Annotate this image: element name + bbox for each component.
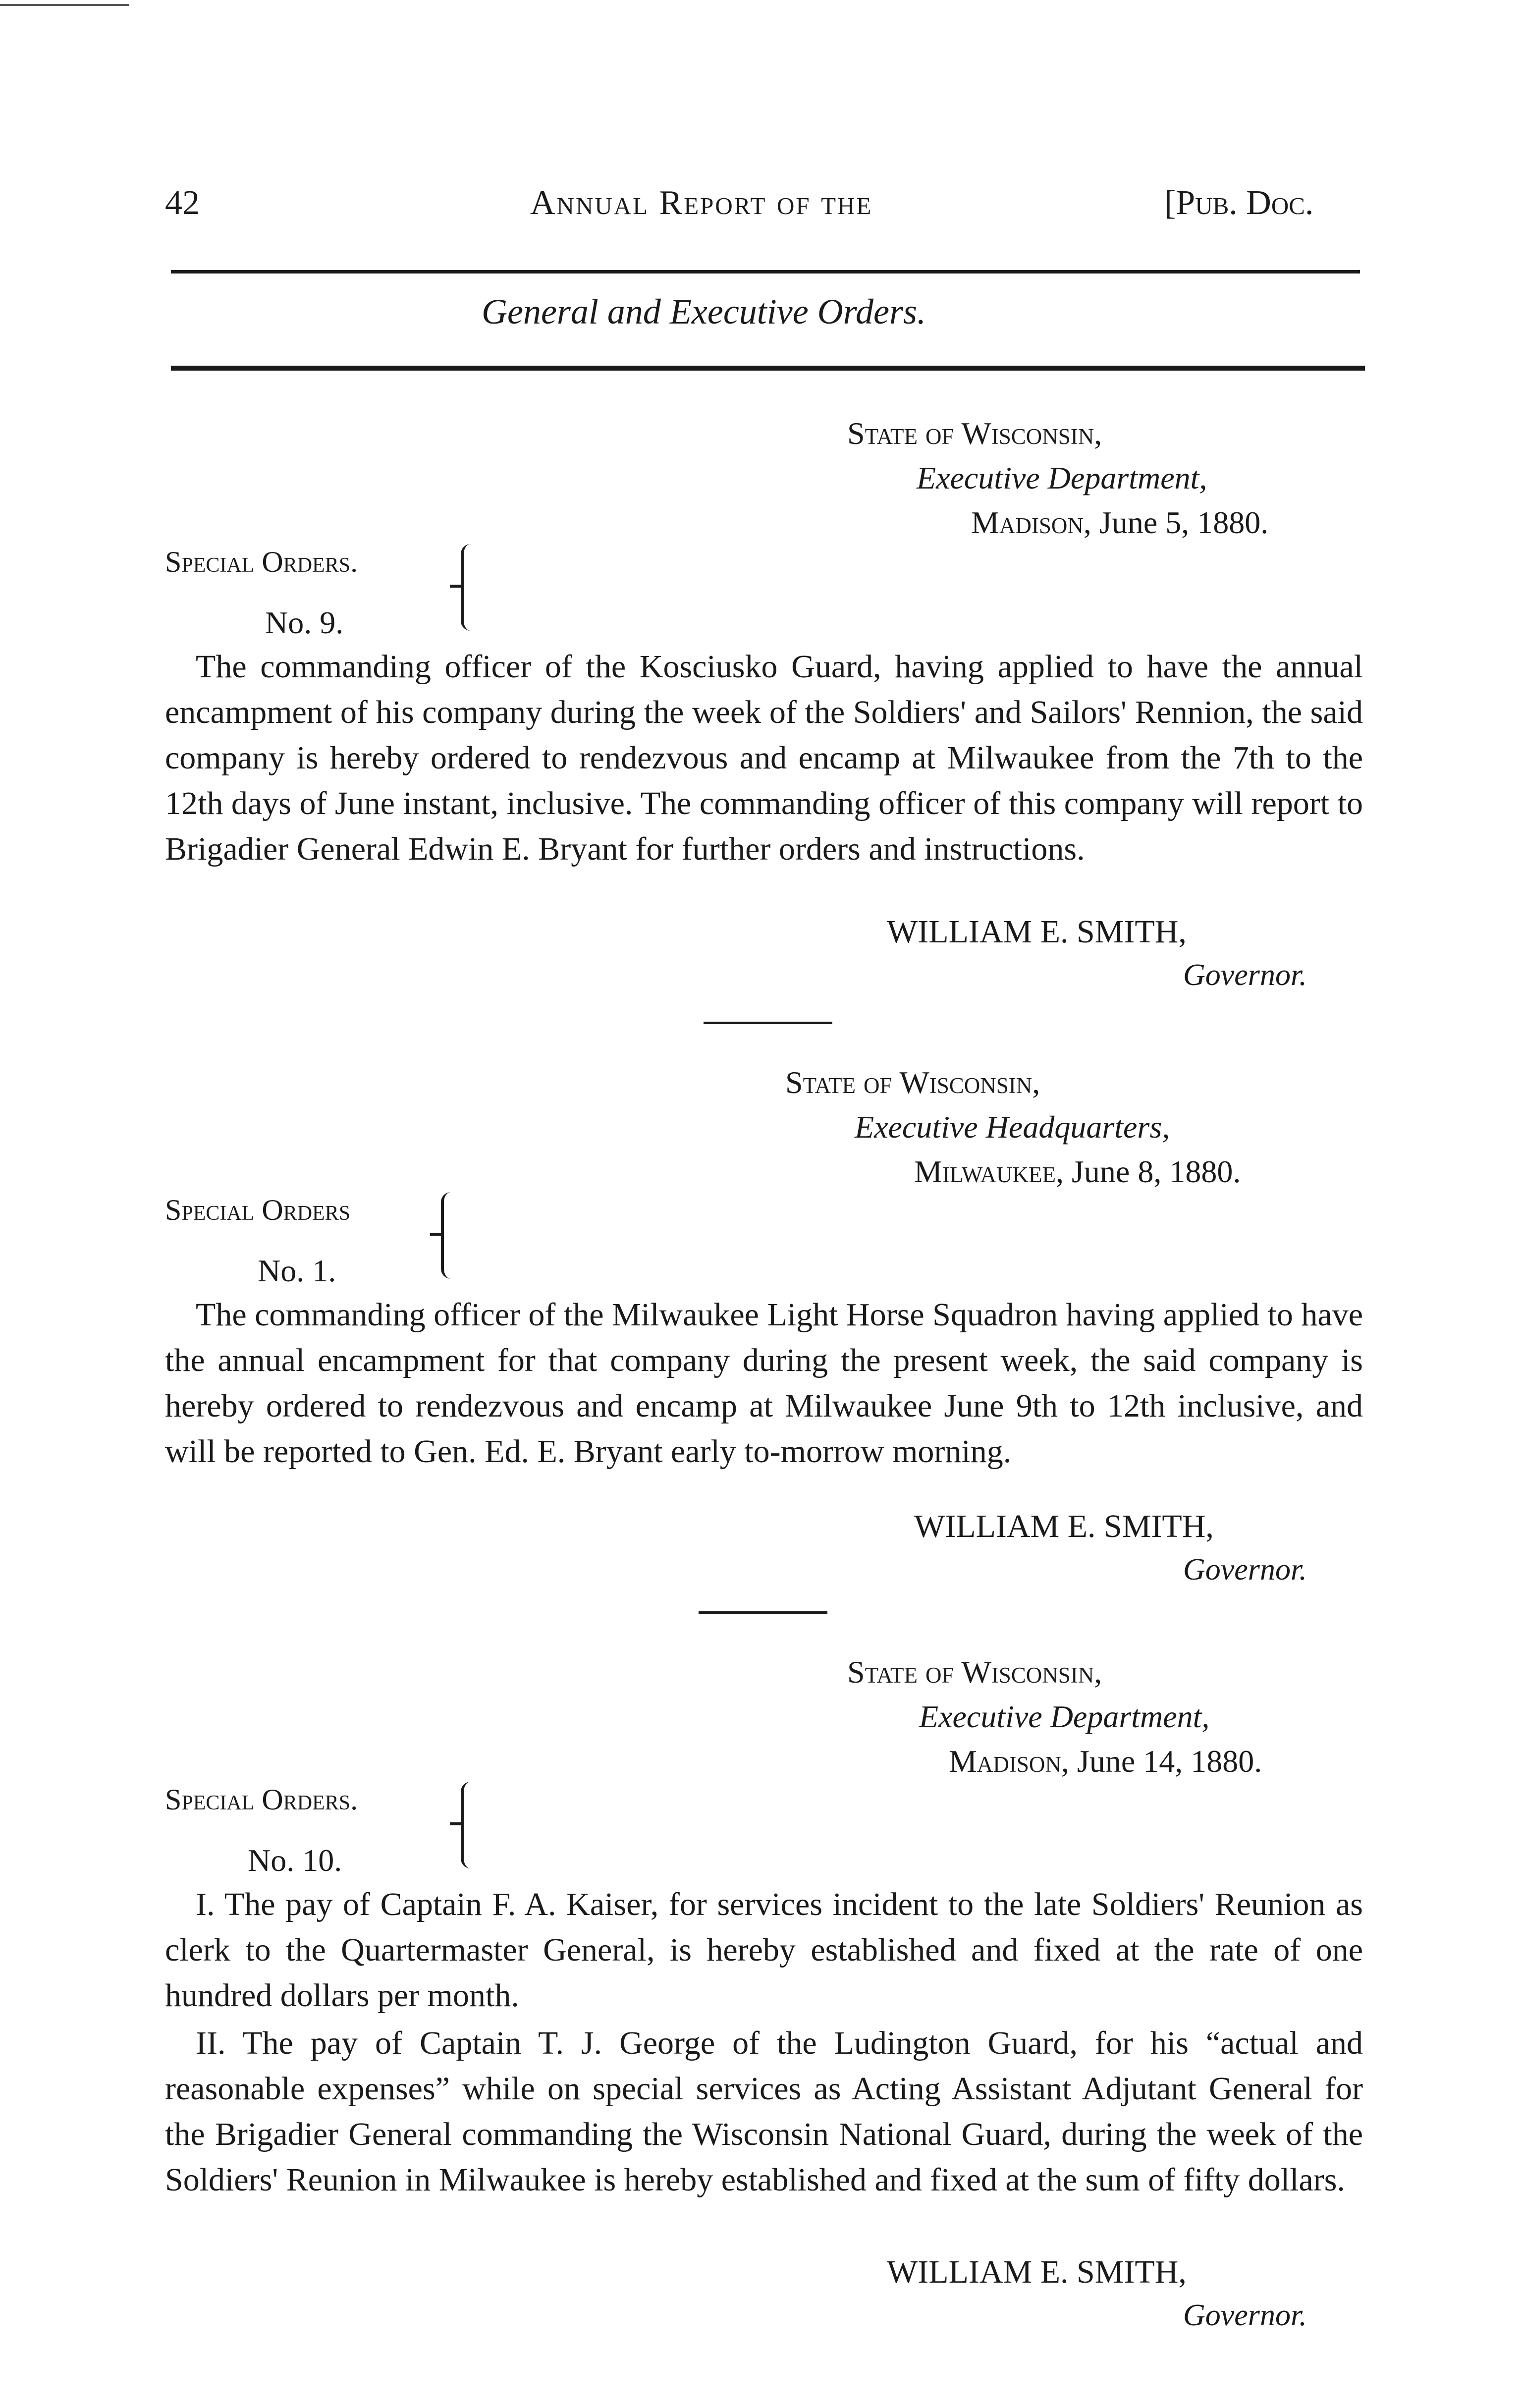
order-label: Special Orders. xyxy=(165,546,358,578)
order-date: June 8, 1880. xyxy=(1072,1154,1241,1189)
order-department: Executive Department, xyxy=(917,460,1207,495)
order-department: Executive Department, xyxy=(919,1699,1210,1734)
order-place: Madison, xyxy=(971,505,1091,540)
order-body xyxy=(165,1292,1363,1475)
section-title: General and Executive Orders. xyxy=(482,292,926,331)
order-date: June 14, 1880. xyxy=(1077,1744,1262,1779)
scan-edge-line xyxy=(0,4,129,6)
order-state: State of Wisconsin, xyxy=(847,416,1102,451)
page-number: 42 xyxy=(165,184,200,222)
order-place-date xyxy=(914,1153,1241,1190)
header-rule-bottom xyxy=(171,366,1365,371)
order-signature-title: Governor. xyxy=(1183,1553,1307,1587)
running-title: Annual Report of the xyxy=(530,184,873,222)
order-body-2 xyxy=(165,2021,1363,2203)
order-paragraph: The commanding officer of the Milwaukee Light Horse Squadron having applied to have the annual encampment for that company during the present week, the said company is hereby ordered to rendezvous and encamp at Milwaukee June 9th to 12th inclusive, and will be reported to Gen. Ed. E. Bryant early to-morrow morning. xyxy=(165,1297,1363,1470)
order-label: Special Orders xyxy=(165,1194,351,1226)
order-department: Executive Headquarters, xyxy=(855,1109,1170,1145)
order-number: No. 9. xyxy=(265,605,344,640)
order-divider xyxy=(699,1611,827,1614)
order-signature: WILLIAM E. SMITH, xyxy=(914,1508,1214,1544)
order-place-date xyxy=(949,1743,1262,1780)
order-signature: WILLIAM E. SMITH, xyxy=(887,914,1187,950)
order-place: Milwaukee, xyxy=(914,1154,1064,1189)
order-number: No. 1. xyxy=(258,1253,336,1288)
order-number: No. 10. xyxy=(248,1843,342,1878)
order-place-date xyxy=(971,504,1268,541)
order-brace xyxy=(461,544,474,631)
order-paragraph: I. The pay of Captain F. A. Kaiser, for services incident to the late Soldiers' Reunion as clerk to the Quartermaster General, is hereby established and fixed at the rate of one hundred dollars per month. xyxy=(165,1886,1363,2014)
header-rule-top xyxy=(171,270,1360,274)
doc-label: [Pub. Doc. xyxy=(1164,184,1314,222)
order-signature-title: Governor. xyxy=(1183,958,1307,992)
order-body xyxy=(165,1882,1363,2019)
order-state: State of Wisconsin, xyxy=(785,1065,1040,1100)
order-place: Madison, xyxy=(949,1744,1069,1779)
order-paragraph: The commanding officer of the Kosciusko Guard, having applied to have the annual encampment of his company during the week of the Soldiers' and Sailors' Rennion, the said company is hereby ordered to rendezvous and encamp at Milwaukee from the 7th to the 12th days of June instant, inclusive. The commanding officer of this company will report to Brigadier General Edwin E. Bryant for further orders and instructions. xyxy=(165,649,1363,867)
order-label: Special Orders. xyxy=(165,1783,358,1816)
order-body xyxy=(165,644,1363,872)
order-signature-title: Governor. xyxy=(1183,2299,1307,2332)
order-divider xyxy=(704,1022,832,1024)
order-state: State of Wisconsin, xyxy=(847,1654,1102,1690)
order-brace xyxy=(441,1192,454,1279)
order-paragraph: II. The pay of Captain T. J. George of the Ludington Guard, for his “actual and reasonable expenses” while on special services as Acting Assistant Adjutant General for the Brigadier General commanding the Wisconsin National Guard, during the week of the Soldiers' Reunion in Milwaukee is hereby established and fixed at the sum of fifty dollars. xyxy=(165,2025,1363,2198)
order-signature: WILLIAM E. SMITH, xyxy=(887,2254,1187,2290)
order-brace xyxy=(461,1782,474,1868)
order-date: June 5, 1880. xyxy=(1099,505,1269,540)
